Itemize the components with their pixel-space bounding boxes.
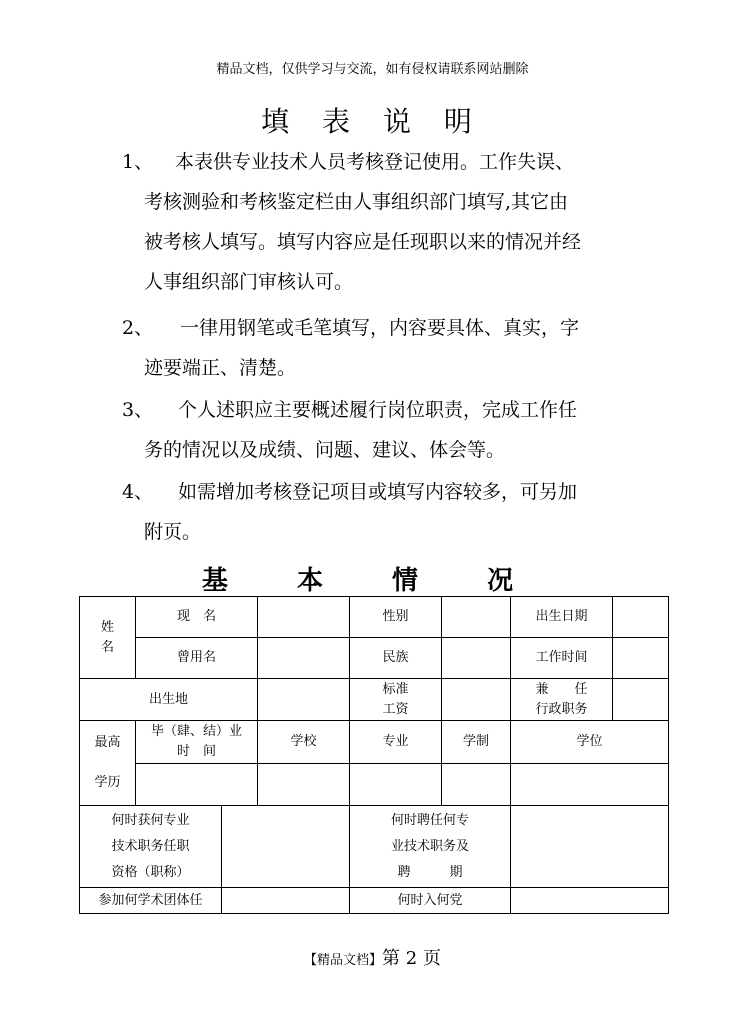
birth-date-cell[interactable] — [613, 597, 669, 638]
ethnicity-label: 民族 — [350, 638, 442, 679]
work-start-label: 工作时间 — [511, 638, 613, 679]
highest-education-label: 最高 学历 — [80, 721, 136, 806]
instruction-number: 1、 — [122, 151, 154, 173]
header-note: 精品文档，仅供学习与交流，如有侵权请联系网站删除 — [216, 62, 529, 77]
school-label: 学校 — [258, 721, 350, 764]
academic-group-cell[interactable] — [222, 888, 350, 914]
work-start-cell[interactable] — [613, 638, 669, 679]
appointment-cell[interactable] — [511, 806, 669, 888]
page-footer — [0, 944, 745, 970]
party-label: 何时入何党 — [350, 888, 511, 914]
graduation-time-cell[interactable] — [136, 764, 258, 806]
former-name-label: 曾用名 — [136, 638, 258, 679]
admin-post-cell[interactable] — [613, 679, 669, 721]
graduation-time-label: 毕（肆、结）业 时 间 — [136, 721, 258, 764]
instruction-number: 4、 — [122, 481, 154, 503]
academic-group-label: 参加何学术团体任 — [80, 888, 222, 914]
instruction-line: 如需增加考核登记项目或填写内容较多，可另加 — [178, 481, 578, 503]
school-cell[interactable] — [258, 764, 350, 806]
document-title: 填 表 说 明 — [261, 105, 484, 138]
instruction-line: 迹要端正、清楚。 — [144, 357, 297, 379]
instruction-line: 务的情况以及成绩、问题、建议、体会等。 — [144, 439, 506, 461]
degree-label: 学位 — [511, 721, 669, 764]
gender-cell[interactable] — [442, 597, 511, 638]
admin-post-label: 兼 任 行政职务 — [511, 679, 613, 721]
degree-cell[interactable] — [511, 764, 669, 806]
birthplace-cell[interactable] — [258, 679, 350, 721]
standard-wage-cell[interactable] — [442, 679, 511, 721]
ethnicity-cell[interactable] — [442, 638, 511, 679]
standard-wage-label: 标准 工资 — [350, 679, 442, 721]
birthplace-label: 出生地 — [80, 679, 258, 721]
major-cell[interactable] — [350, 764, 442, 806]
appointment-label: 何时聘任何专 业技术职务及 聘 期 — [350, 806, 511, 888]
name-group-label: 姓 名 — [80, 597, 136, 679]
gender-label: 性别 — [350, 597, 442, 638]
instruction-line: 一律用钢笔或毛笔填写，内容要具体、真实，字 — [180, 317, 580, 339]
instruction-line: 考核测验和考核鉴定栏由人事组织部门填写,其它由 — [144, 191, 569, 213]
section-title: 基 本 情 况 — [201, 566, 544, 596]
instruction-line: 本表供专业技术人员考核登记使用。工作失误、 — [175, 151, 575, 173]
current-name-cell[interactable] — [258, 597, 350, 638]
major-label: 专业 — [350, 721, 442, 764]
basic-info-table — [79, 596, 669, 914]
current-name-label: 现 名 — [136, 597, 258, 638]
footer-tag: 【精品文档】 — [304, 953, 383, 968]
instruction-line: 被考核人填写。填写内容应是任现职以来的情况并经 — [144, 231, 582, 253]
qualification-label: 何时获何专业 技术职务任职 资格（职称） — [80, 806, 222, 888]
instruction-line: 个人述职应主要概述履行岗位职责，完成工作任 — [178, 399, 578, 421]
duration-cell[interactable] — [442, 764, 511, 806]
page-number: 第 2 页 — [382, 948, 441, 969]
former-name-cell[interactable] — [258, 638, 350, 679]
duration-label: 学制 — [442, 721, 511, 764]
birth-date-label: 出生日期 — [511, 597, 613, 638]
instruction-line: 人事组织部门审核认可。 — [144, 271, 354, 293]
instruction-number: 3、 — [122, 399, 154, 421]
party-cell[interactable] — [511, 888, 669, 914]
instruction-number: 2、 — [122, 317, 154, 339]
qualification-cell[interactable] — [222, 806, 350, 888]
instruction-line: 附页。 — [144, 521, 202, 543]
